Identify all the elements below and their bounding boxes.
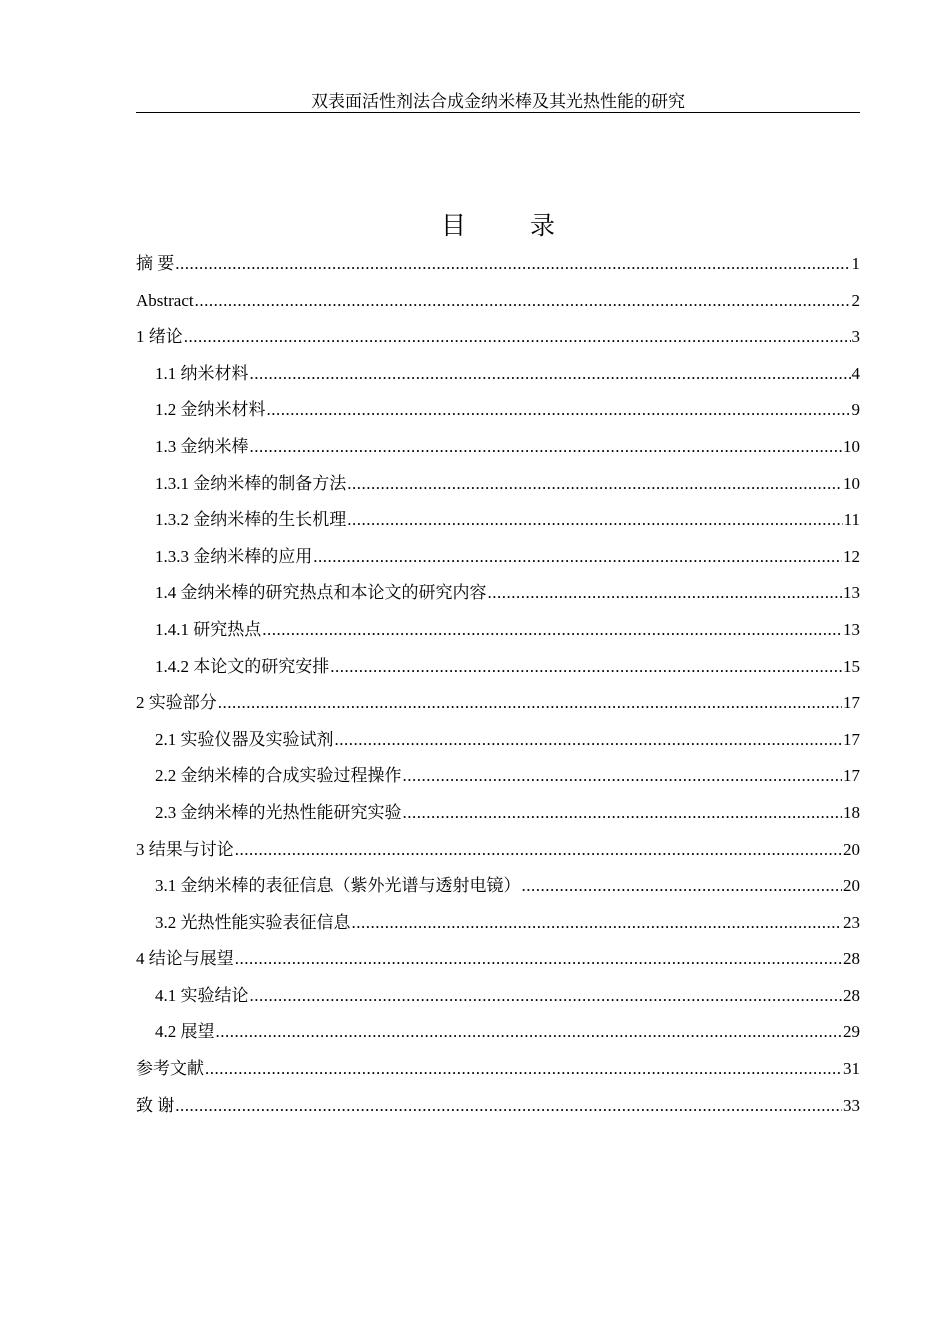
toc-entry[interactable] (136, 288, 860, 325)
toc-dot-leader (522, 873, 843, 899)
toc-entry-label: 2.3 金纳米棒的光热性能研究实验 (155, 802, 402, 822)
toc-entry-page-number: 4 (851, 363, 860, 383)
toc-entry-label: 参考文献 (136, 1059, 204, 1079)
toc-entry[interactable] (136, 946, 860, 983)
toc-entry[interactable] (136, 727, 860, 764)
toc-entry-page-number: 17 (843, 693, 860, 713)
toc-entry-page-number: 1 (851, 254, 860, 273)
toc-entry[interactable] (136, 507, 860, 544)
toc-entry-label: 4.2 展望 (155, 1022, 215, 1042)
toc-entry-label: 1.3.1 金纳米棒的制备方法 (155, 473, 347, 493)
toc-entry-page-number: 17 (843, 766, 860, 786)
toc-dot-leader (488, 580, 843, 606)
toc-entry-label: 1.4.2 本论文的研究安排 (155, 656, 330, 676)
toc-dot-leader (184, 324, 851, 350)
toc-dot-leader (235, 946, 842, 972)
toc-entry-label: 1.4 金纳米棒的研究热点和本论文的研究内容 (155, 583, 487, 603)
toc-entry[interactable] (136, 800, 860, 837)
toc-entry[interactable] (136, 1019, 860, 1056)
toc-entry-page-number: 13 (843, 619, 860, 639)
table-of-contents (136, 251, 860, 1129)
toc-entry-label: 3.2 光热性能实验表征信息 (155, 912, 351, 932)
toc-entry[interactable] (136, 654, 860, 691)
toc-entry-page-number: 18 (843, 802, 860, 822)
toc-dot-leader (403, 800, 843, 826)
toc-dot-leader (175, 251, 850, 277)
toc-entry-page-number: 28 (843, 949, 860, 969)
toc-entry-label: 2.1 实验仪器及实验试剂 (155, 729, 334, 749)
toc-dot-leader (347, 507, 842, 533)
toc-dot-leader (313, 544, 842, 570)
toc-entry-page-number: 2 (851, 290, 860, 310)
toc-entry-label: 4.1 实验结论 (155, 985, 249, 1005)
toc-entry[interactable] (136, 544, 860, 581)
toc-entry[interactable] (136, 690, 860, 727)
toc-title: 目 录 (441, 211, 583, 240)
toc-entry-page-number: 31 (843, 1059, 860, 1079)
toc-entry[interactable] (136, 1093, 860, 1130)
toc-dot-leader (347, 471, 842, 497)
toc-entry-page-number: 3 (851, 327, 860, 347)
toc-entry[interactable] (136, 324, 860, 361)
header-rule (136, 112, 860, 113)
toc-entry[interactable] (136, 434, 860, 471)
toc-entry-label: 4 结论与展望 (136, 949, 234, 969)
toc-dot-leader (262, 617, 842, 643)
toc-entry-label: 2.2 金纳米棒的合成实验过程操作 (155, 766, 402, 786)
toc-entry[interactable] (136, 1056, 860, 1093)
toc-entry-label: 1.2 金纳米材料 (155, 400, 266, 420)
toc-entry-page-number: 20 (843, 839, 860, 859)
toc-entry[interactable] (136, 617, 860, 654)
toc-entry-page-number: 29 (843, 1022, 860, 1042)
running-header: 双表面活性剂法合成金纳米棒及其光热性能的研究 (311, 92, 685, 111)
toc-entry-page-number: 9 (851, 400, 860, 420)
toc-dot-leader (330, 654, 842, 680)
toc-dot-leader (267, 397, 851, 423)
toc-entry[interactable] (136, 763, 860, 800)
toc-entry[interactable] (136, 873, 860, 910)
toc-dot-leader (335, 727, 843, 753)
toc-entry-label: 3.1 金纳米棒的表征信息（紫外光谱与透射电镜） (155, 876, 521, 896)
toc-entry-label: 1.3 金纳米棒 (155, 436, 249, 456)
toc-dot-leader (250, 983, 843, 1009)
toc-entry-page-number: 33 (843, 1095, 860, 1115)
toc-entry-label: 1.3.2 金纳米棒的生长机理 (155, 510, 347, 530)
toc-entry[interactable] (136, 910, 860, 947)
toc-entry-label: Abstract (136, 290, 194, 310)
toc-dot-leader (216, 1019, 843, 1045)
toc-entry[interactable] (136, 251, 860, 288)
toc-entry-page-number: 23 (843, 912, 860, 932)
toc-dot-leader (250, 434, 843, 460)
toc-entry-label: 致 谢 (136, 1095, 175, 1115)
toc-entry[interactable] (136, 361, 860, 398)
toc-entry[interactable] (136, 837, 860, 874)
toc-dot-leader (250, 361, 851, 387)
toc-entry-label: 1.3.3 金纳米棒的应用 (155, 546, 313, 566)
toc-entry-label: 摘 要 (136, 254, 175, 273)
toc-dot-leader (403, 763, 843, 789)
toc-entry-label: 1.1 纳米材料 (155, 363, 249, 383)
toc-entry-page-number: 20 (843, 876, 860, 896)
toc-entry[interactable] (136, 580, 860, 617)
toc-entry-page-number: 10 (843, 473, 860, 493)
toc-entry-label: 2 实验部分 (136, 693, 217, 713)
toc-entry-page-number: 17 (843, 729, 860, 749)
toc-dot-leader (352, 910, 843, 936)
toc-entry-page-number: 15 (843, 656, 860, 676)
toc-entry-page-number: 10 (843, 436, 860, 456)
toc-dot-leader (195, 288, 851, 314)
toc-entry-page-number: 13 (843, 583, 860, 603)
toc-entry[interactable] (136, 983, 860, 1020)
toc-entry-label: 1 绪论 (136, 327, 183, 347)
toc-entry-page-number: 28 (843, 985, 860, 1005)
toc-dot-leader (235, 837, 842, 863)
toc-dot-leader (218, 690, 842, 716)
toc-entry-label: 3 结果与讨论 (136, 839, 234, 859)
toc-entry-page-number: 11 (843, 510, 860, 530)
toc-dot-leader (175, 1093, 842, 1119)
toc-entry[interactable] (136, 397, 860, 434)
toc-entry-label: 1.4.1 研究热点 (155, 619, 262, 639)
toc-dot-leader (205, 1056, 842, 1082)
toc-entry-page-number: 12 (843, 546, 860, 566)
toc-entry[interactable] (136, 471, 860, 508)
